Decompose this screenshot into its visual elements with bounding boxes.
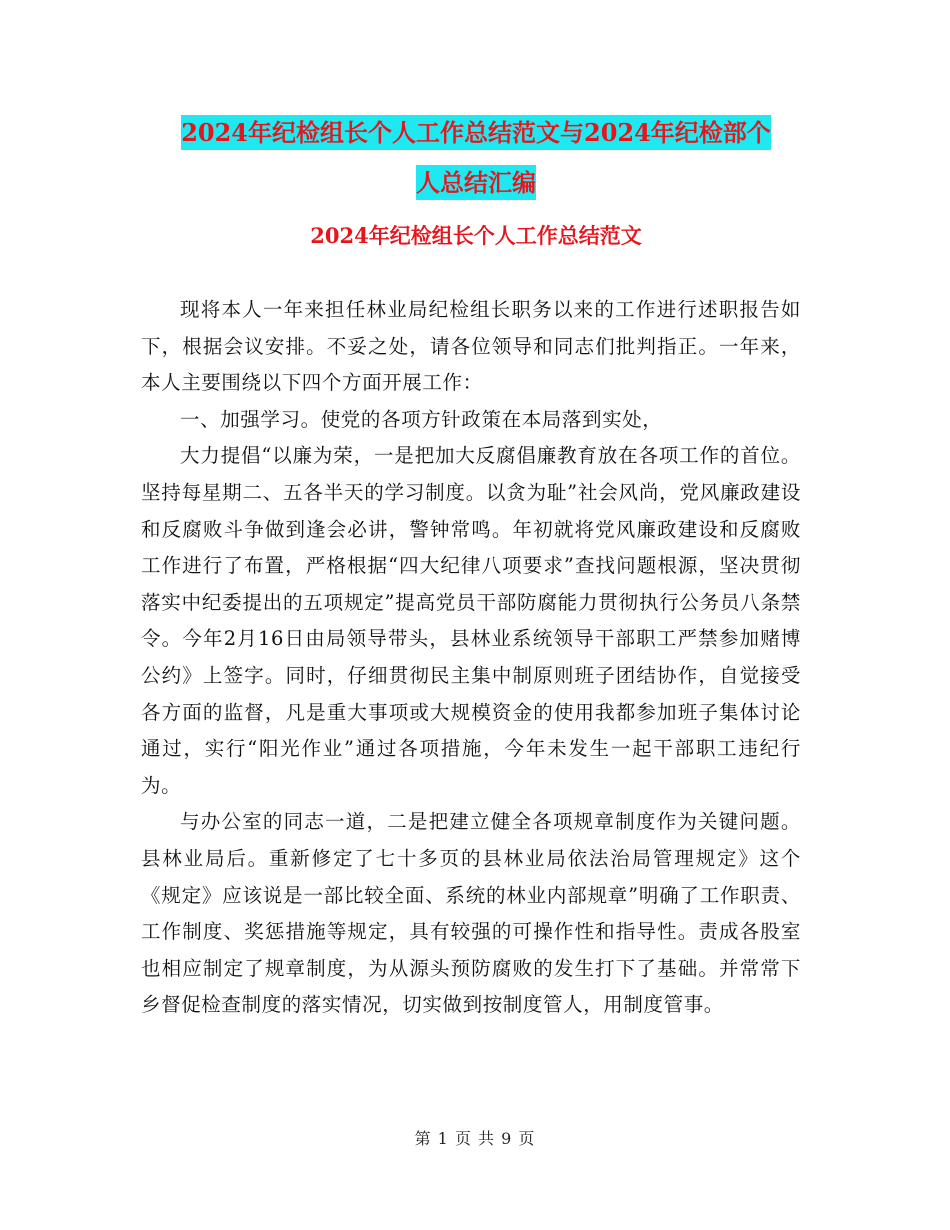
footer-page-number: 1 (437, 1129, 449, 1148)
document-body (141, 292, 801, 1024)
document-title (140, 108, 812, 208)
paragraph: 现将本人一年来担任林业局纪检组长职务以来的工作进行述职报告如下，根据会议安排。不妥之处，请各位领导和同志们批判指正。一年来，本人主要围绕以下四个方面开展工作： (141, 298, 801, 395)
section-title: 2024年纪检组长个人工作总结范文 (310, 223, 642, 248)
document-title-line-1: 2024年纪检组长个人工作总结范文与2024年纪检部个 (181, 115, 771, 150)
paragraph: 大力提倡“以廉为荣，一是把加大反腐倡廉教育放在各项工作的首位。坚持每星期二、五各半天的学习制度。以贪为耻”社会风尚，党风廉政建设和反腐败斗争做到逢会必讲，警钟常鸣。年初就将党风廉政建设和反腐败工作进行了布置，严格根据“四大纪律八项要求”查找问题根源，坚决贯彻落实中纪委提出的五项规定”提高党员干部防腐能力贯彻执行公务员八条禁令。今年2月16日由局领导带头，县林业系统领导干部职工严禁参加赌博公约》上签字。同时，仔细贯彻民主集中制原则班子团结协作，自觉接受各方面的监督，凡是重大事项或大规模资金的使用我都参加班子集体讨论通过，实行“阳光作业”通过各项措施，今年未发生一起干部职工违纪行为。 (141, 444, 801, 797)
footer-suffix: 页 (518, 1129, 536, 1148)
paragraph: 一、加强学习。使党的各项方针政策在本局落到实处， (180, 407, 663, 431)
page-footer (0, 1126, 950, 1149)
paragraph: 与办公室的同志一道，二是把建立健全各项规章制度作为关键问题。县林业局后。重新修定了七十多页的县林业局依法治局管理规定》这个《规定》应该说是一部比较全面、系统的林业内部规章”明确了工作职责、工作制度、奖惩措施等规定，具有较强的可操作性和指导性。责成各股室也相应制定了规章制度，为从源头预防腐败的发生打下了基础。并常常下乡督促检查制度的落实情况，切实做到按制度管人，用制度管事。 (141, 810, 801, 1017)
document-title-line-2: 人总结汇编 (416, 165, 536, 200)
footer-prefix: 第 (414, 1129, 432, 1148)
footer-total-pages: 9 (501, 1129, 513, 1148)
footer-middle: 页 共 (454, 1129, 496, 1148)
